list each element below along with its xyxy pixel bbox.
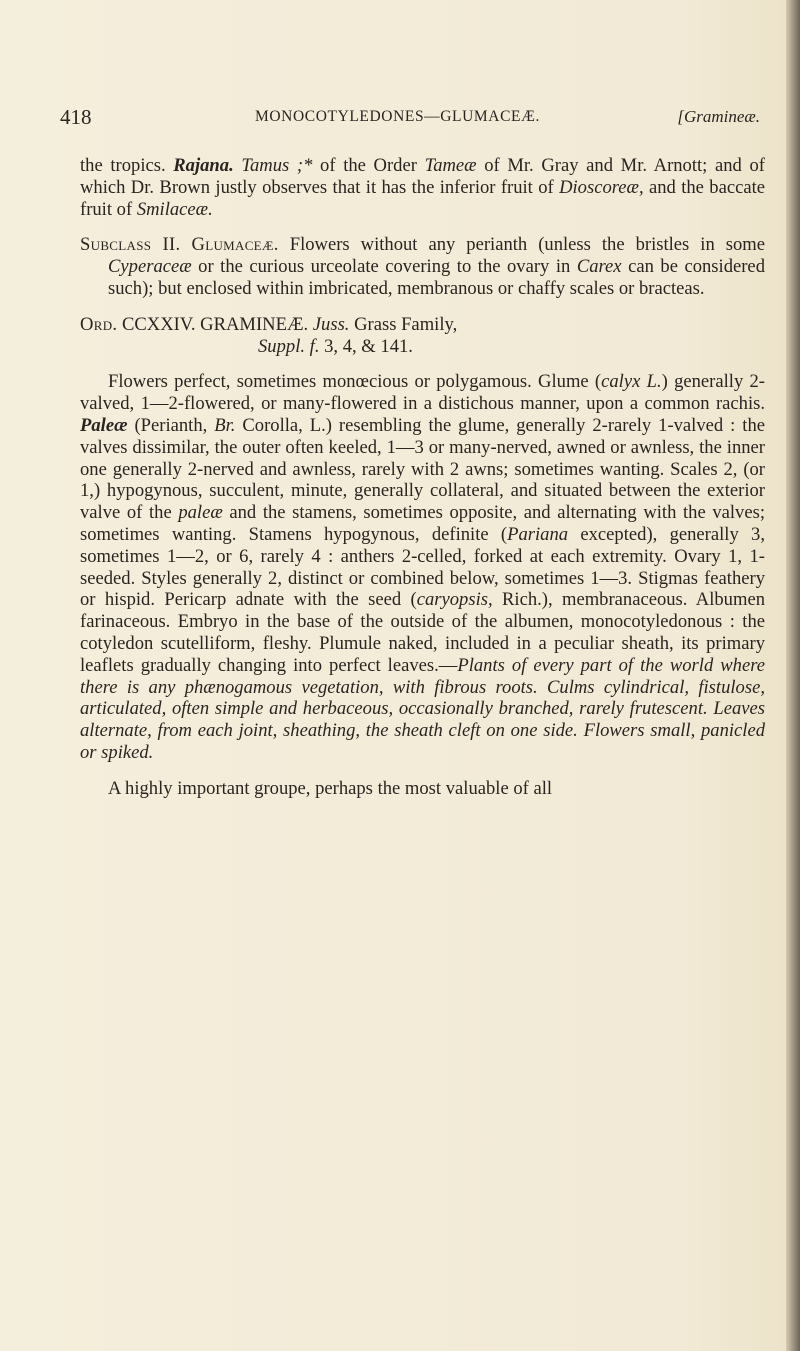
subclass-name: Glumaceæ. [191, 234, 279, 256]
order-label: Ord. [80, 313, 118, 335]
text-run: A highly important groupe, perhaps the most valuable of all [108, 777, 553, 799]
reference-label: Suppl. f. [258, 335, 320, 357]
genus-name: Carex [576, 256, 622, 278]
text-run: or the curious urceolate covering to the ovary in [191, 256, 577, 278]
term: caryopsis, [416, 589, 493, 611]
text-run: and the baccate fruit of [80, 176, 766, 220]
paragraph-subclass [80, 234, 765, 299]
order-name: Dioscoreæ, [559, 176, 644, 198]
genus-name: Rajana. [173, 155, 234, 176]
page-edge-shadow [786, 0, 800, 1351]
text-run: Flowers perfect, sometimes monœcious or polygamous. Glume ( [108, 371, 602, 393]
term: Paleæ [80, 414, 128, 436]
section-name: [Gramineæ. [677, 107, 760, 126]
body-text [80, 155, 765, 814]
text-run: (Perianth, [127, 414, 215, 436]
authority: Br. [214, 414, 236, 436]
running-header [60, 105, 760, 135]
habit-description: Plants of every part of the world where there is any phænogamous vegetation, with fibrous roots. Culms cylindrical, fistulose, articulated, often simple and herbaceous, occasionally branched, rarely frutescent. Leaves alternate, from each joint, sheathing, the sheath cleft on one side. Flowers small, panicled or spiked. [80, 654, 766, 763]
reference-figures: 3, 4, & 141. [319, 335, 413, 357]
genus-name: Pariana [507, 523, 569, 545]
order-reference [80, 336, 765, 358]
text-run [181, 234, 192, 255]
paragraph-description [80, 371, 765, 763]
order-heading [80, 314, 765, 358]
text-run: can be considered such); but enclosed within imbricated, membranous or chaffy scales or bracteas. [108, 256, 765, 299]
page-number: 418 [60, 105, 92, 129]
text-run: and the stamens, sometimes opposite, and alternating with the valves; sometimes wanting. Stamens hypogynous, definite ( [80, 502, 766, 545]
text-run: Flowers without any perianth (unless the bristles in some [278, 234, 765, 256]
text-run: Rich.), membranaceous. Albumen farinaceous. Embryo in the base of the outside of the albumen, monocotyledonous : the cotyledon scutelliform, fleshy. Plumule naked, included in a peculiar sheath, its primary leaflets gradually changing into perfect leaves.— [80, 589, 765, 676]
text-run: the tropics. [80, 155, 174, 176]
genus-name: Tamus ;* [241, 155, 313, 176]
common-name: Grass Family, [349, 313, 458, 335]
text-run: excepted), generally 3, sometimes 1—2, or 6, rarely 4 : anthers 2-celled, forked at each extremity. Ovary 1, 1-seeded. Styles generally 2, distinct or combined below, sometimes 1—3. Stigmas feathery or hispid. Pericarp adnate with the seed ( [80, 523, 765, 611]
authority: Juss. [312, 313, 350, 335]
term: calyx L. [601, 371, 662, 393]
order-number: CCXXIV. [117, 313, 201, 335]
text-run: of the Order [312, 155, 425, 176]
text-run: ) generally 2-valved, 1—2-flowered, or many-flowered in a distichous manner, upon a common rachis. [80, 371, 765, 415]
subclass-label: Subclass II. [80, 234, 181, 256]
text-run: Corolla, L.) resembling the glume, generally 2-rarely 1-valved : the valves dissimilar, the outer often keeled, 1—3 or many-nerved, awned or awnless, the inner one generally 2-nerved and awnless, rarely with 2 awns; sometimes wanting. Scales 2, (or 1,) hypogynous, succulent, minute, generally collateral, and situated between the exterior valve of the [80, 414, 765, 524]
term: paleæ [178, 502, 223, 524]
order-title: GRAMINEÆ. [200, 313, 309, 335]
order-name: Smilaceæ. [136, 198, 213, 220]
paragraph-groupe [80, 778, 765, 800]
order-name: Cyperaceæ [108, 256, 192, 278]
paragraph-tropics [80, 155, 765, 220]
running-title: MONOCOTYLEDONES—GLUMACEÆ. [255, 108, 540, 125]
order-name: Tameæ [424, 155, 477, 176]
text-run: of Mr. Gray and Mr. Arnott; and of which Dr. Brown justly observes that it has the inferior fruit of [80, 155, 765, 198]
